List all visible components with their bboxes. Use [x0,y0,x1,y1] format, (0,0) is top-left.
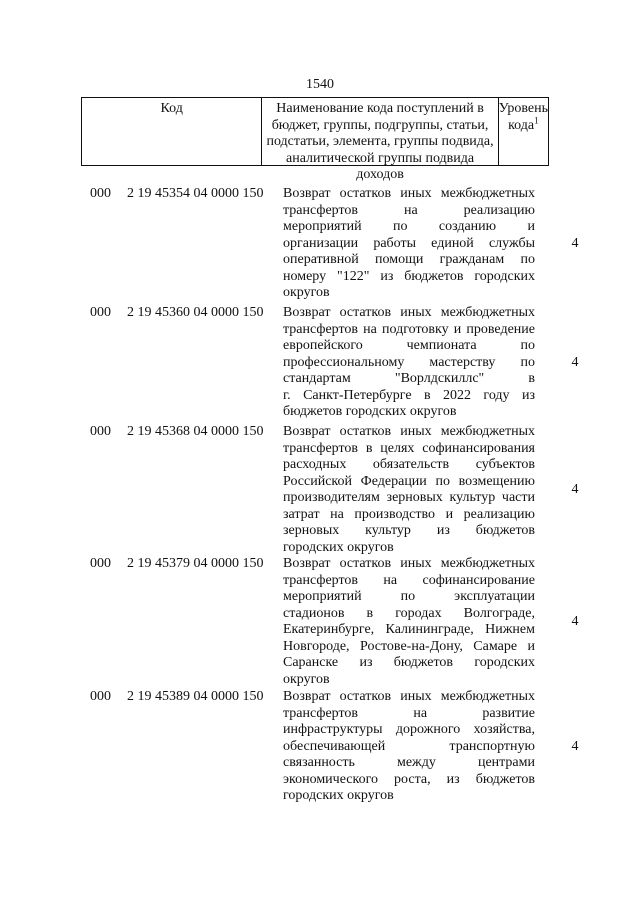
row-prefix: 000 [90,305,111,320]
row-name-line: профессиональному мастерству по [283,354,535,370]
row-level: 4 [571,482,579,497]
row-name-line: г. Санкт-Петербурге в 2022 году из [283,387,535,403]
row-code: 2 19 45368 04 0000 150 [127,424,264,439]
row-prefix: 000 [90,689,111,704]
row-name [283,305,535,421]
row-name-line: мероприятий по созданию и [283,219,535,234]
row-name-line: бюджетов городских округов [283,404,457,419]
row-name-line: округов [283,671,330,687]
row-name-line: обеспечивающей транспортную [283,738,535,754]
row-name-line: трансфертов в целях софинансирования [283,440,535,456]
row-level: 4 [571,614,579,629]
row-name-line: Возврат остатков иных межбюджетных [283,424,535,439]
row-name-line: городских округов [283,788,394,803]
row-code: 2 19 45360 04 0000 150 [127,305,264,320]
row-name [283,424,535,556]
row-name-line: европейского чемпионата по [283,338,535,353]
row-name-line: инфраструктуры дорожного хозяйства, [283,722,535,737]
table-header [81,97,549,182]
header-level [499,98,548,165]
header-name-line: подстатьи, элемента, группы подвида, [266,134,494,149]
row-name-line: экономического роста, из бюджетов [283,771,535,787]
row-code: 2 19 45389 04 0000 150 [127,689,264,704]
row-name-line: Возврат остатков иных межбюджетных [283,689,535,704]
row-name-line: Возврат остатков иных межбюджетных [283,186,535,201]
row-name-line: производителям зерновых культур части [283,490,535,505]
row-name-line: связанность между центрами [283,755,535,770]
header-level-footnote: 1 [534,114,539,125]
row-name-line: стандартам "Ворлдскиллс" в [283,371,535,386]
row-level: 4 [571,355,579,370]
header-name-line: бюджет, группы, подгруппы, статьи, [271,117,489,133]
row-name-line: Возврат остатков иных межбюджетных [283,305,535,320]
row-name-line: городских округов [283,539,394,555]
header-name-line: аналитической группы подвида доходов [285,150,475,182]
row-name-line: стадионов в городах Волгограде, [283,605,535,621]
row-name-line: расходных обязательств субъектов [283,457,535,472]
row-name-line: трансфертов на подготовку и проведение [283,321,535,337]
row-name-line: трансфертов на софинансирование [283,572,535,588]
header-level-word: кода [508,117,535,133]
row-name-line: округов [283,285,330,300]
row-prefix: 000 [90,186,111,201]
header-level-line: Уровень [498,101,548,116]
row-name-line: мероприятий по эксплуатации [283,589,535,604]
header-name-line: Наименование кода поступлений в [276,101,484,116]
row-name-line: Саранске из бюджетов городских [283,655,535,670]
row-name-line: зерновых культур из бюджетов [283,523,535,538]
row-name-line: трансфертов на реализацию [283,202,535,218]
row-name-line: номеру "122" из бюджетов городских [283,268,535,284]
page-number: 1540 [306,77,334,92]
row-name-line: оперативной помощи гражданам по [283,252,535,267]
row-name-line: Российской Федерации по возмещению [283,473,535,489]
row-level: 4 [571,739,579,754]
header-code: Код [82,98,262,165]
row-name-line: затрат на производство и реализацию [283,506,535,522]
row-name-line: Возврат остатков иных межбюджетных [283,556,535,571]
row-name [283,556,535,688]
row-name-line: Новгороде, Ростове-на-Дону, Самаре и [283,638,535,654]
row-name-line: организации работы единой службы [283,235,535,251]
header-level-line [499,114,548,135]
row-name [283,689,535,805]
row-level: 4 [571,236,579,251]
row-prefix: 000 [90,424,111,439]
row-code: 2 19 45379 04 0000 150 [127,556,264,571]
header-name [262,98,498,182]
row-name [283,186,535,302]
row-name-line: трансфертов на развитие [283,705,535,721]
row-prefix: 000 [90,556,111,571]
row-name-line: Екатеринбурге, Калининграде, Нижнем [283,622,535,637]
row-code: 2 19 45354 04 0000 150 [127,186,264,201]
